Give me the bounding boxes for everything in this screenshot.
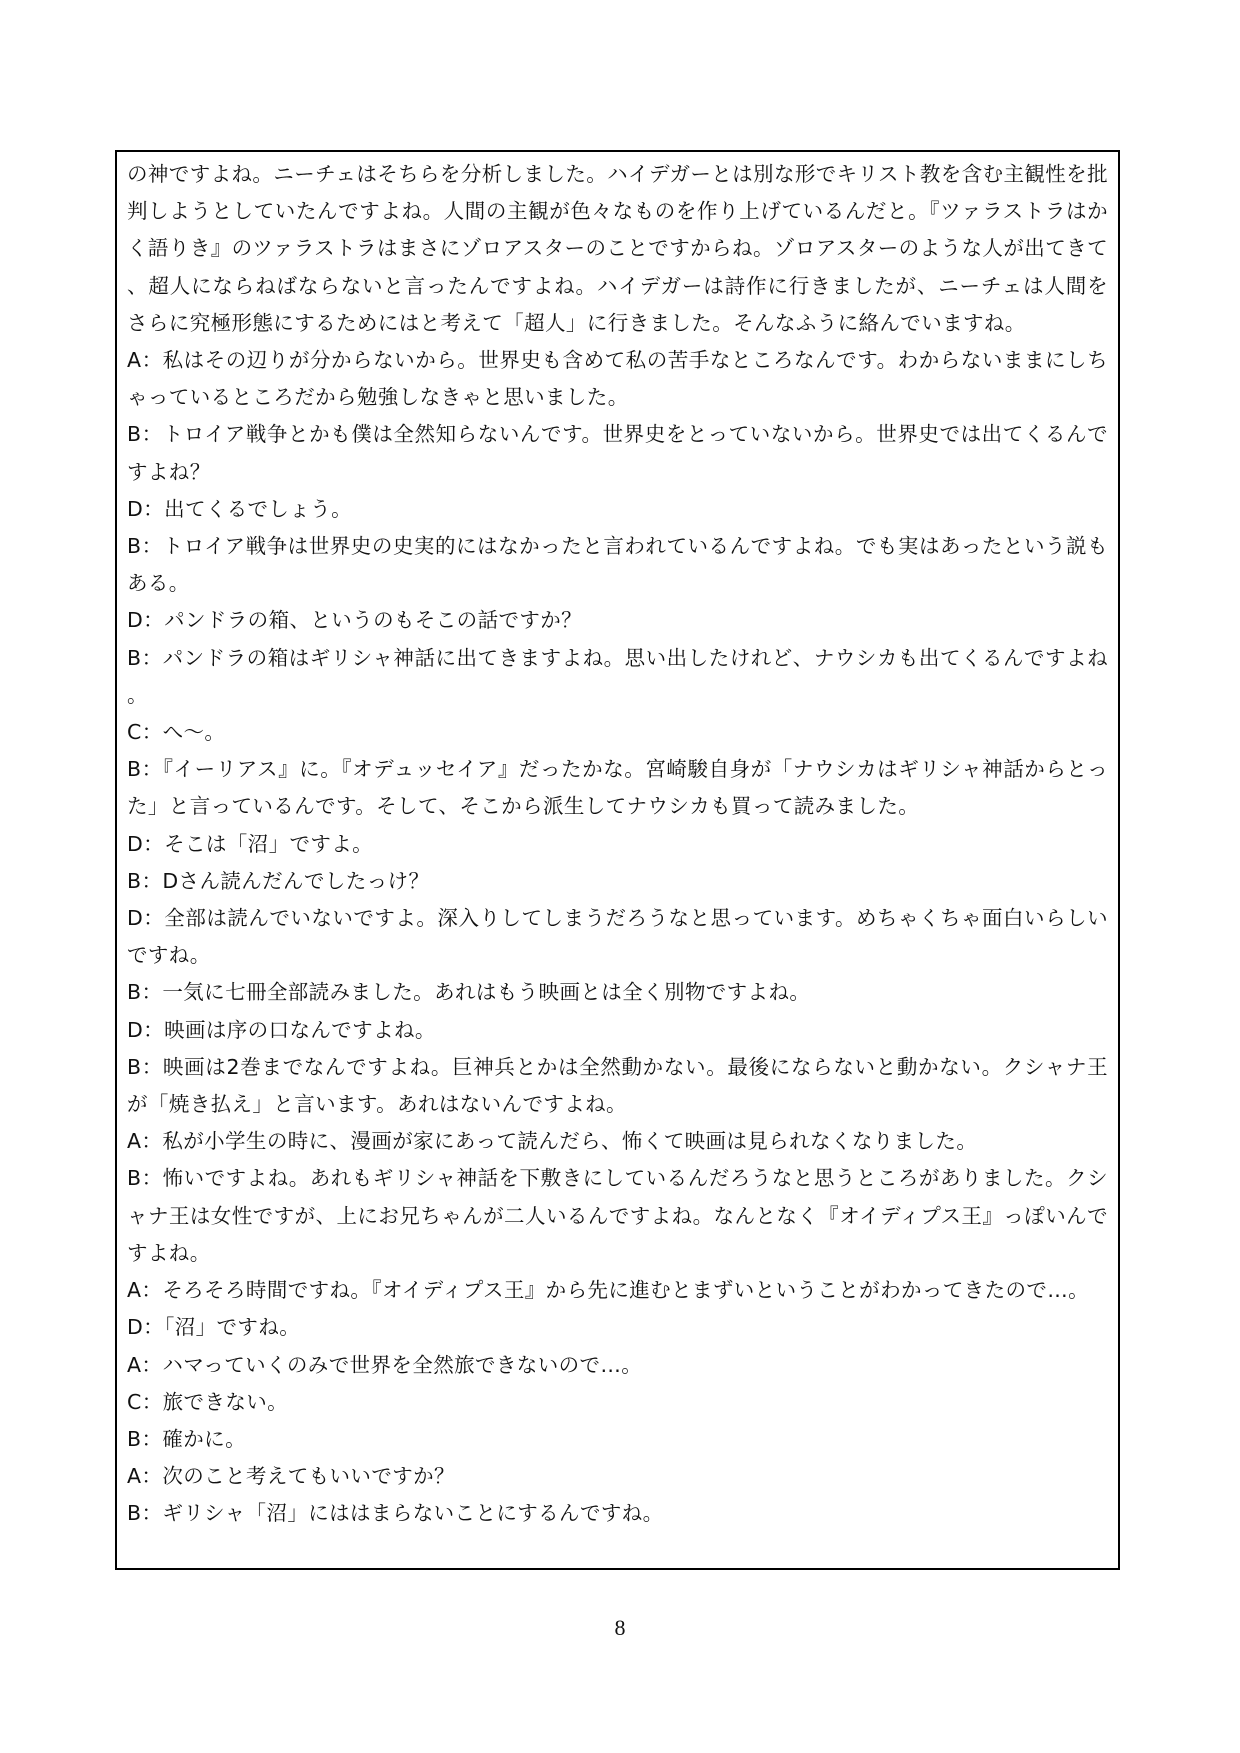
transcript-paragraph: B：『イーリアス』に。『オデュッセイア』だったかな。宮崎駿自身が「ナウシカはギリシャ神話からとった」と言っているんです。そして、そこから派生してナウシカも買って読みました。 <box>127 757 1108 819</box>
transcript-paragraph: B：確かに。 <box>127 1426 246 1451</box>
transcript-paragraph: B：一気に七冊全部読みました。あれはもう映画とは全く別物ですよね。 <box>127 980 811 1005</box>
transcript-paragraph: C：へ～。 <box>127 720 226 745</box>
transcript-paragraph: C：旅できない。 <box>127 1389 289 1414</box>
transcript-paragraph: B：Dさん読んだんでしたっけ？ <box>127 868 430 893</box>
transcript-paragraph: A：そろそろ時間ですね。『オイディプス王』から先に進むとまずいということがわかってきたので…。 <box>127 1278 1090 1303</box>
transcript-paragraph: D：パンドラの箱、というのもそこの話ですか？ <box>127 608 583 633</box>
transcript-paragraph: D：「沼」ですね。 <box>127 1315 301 1340</box>
page-number: 8 <box>614 1615 626 1640</box>
transcript-paragraph: B：ギリシャ「沼」にははまらないことにするんですね。 <box>127 1501 664 1526</box>
transcript-paragraph: の神ですよね。ニーチェはそちらを分析しました。ハイデガーとは別な形でキリスト教を含む主観性を批判しようとしていたんですよね。人間の主観が色々なものを作り上げているんだと。『ツァラストラはかく語りき』のツァラストラはまさにゾロアスターのことですからね。ゾロアスターのような人が出てきて、超人にならねばならないと言ったんですよね。ハイデガーは詩作に行きましたが、ニーチェは人間をさらに究極形態にするためにはと考えて「超人」に行きました。そんなふうに絡んでいますね。 <box>127 162 1108 335</box>
transcript-paragraph: B：怖いですよね。あれもギリシャ神話を下敷きにしているんだろうなと思うところがありました。クシャナ王は女性ですが、上にお兄ちゃんが二人いるんですよね。なんとなく『オイディプス王』っぽいんですよね。 <box>127 1166 1108 1265</box>
transcript-paragraph: B：パンドラの箱はギリシャ神話に出てきますよね。思い出したけれど、ナウシカも出てくるんですよね。 <box>127 645 1108 707</box>
transcript-paragraph: B：トロイア戦争とかも僕は全然知らないんです。世界史をとっていないから。世界史では出てくるんですよね？ <box>127 422 1108 484</box>
transcript-paragraph: D：映画は序の口なんですよね。 <box>127 1017 436 1042</box>
transcript-paragraph: A：私はその辺りが分からないから。世界史も含めて私の苦手なところなんです。わからないままにしちゃっているところだから勉強しなきゃと思いました。 <box>127 348 1108 410</box>
transcript-paragraph: A：ハマっていくのみで世界を全然旅できないので…。 <box>127 1352 643 1377</box>
transcript-paragraph: D：全部は読んでいないですよ。深入りしてしまうだろうなと思っています。めちゃくちゃ面白いらしいですね。 <box>127 906 1108 968</box>
transcript-paragraph: D：そこは「沼」ですよ。 <box>127 831 374 856</box>
transcript-paragraph: B：映画は2巻までなんですよね。巨神兵とかは全然動かない。最後にならないと動かない。クシャナ王が「焼き払え」と言います。あれはないんですよね。 <box>127 1054 1108 1117</box>
transcript-paragraph: A：私が小学生の時に、漫画が家にあって読んだら、怖くて映画は見られなくなりました。 <box>127 1129 978 1154</box>
transcript-paragraph: B：トロイア戦争は世界史の史実的にはなかったと言われているんですよね。でも実はあったという説もある。 <box>127 534 1108 596</box>
transcript-paragraph: D：出てくるでしょう。 <box>127 496 352 521</box>
transcript-paragraph: A：次のこと考えてもいいですか？ <box>127 1464 455 1489</box>
transcript-box <box>115 150 1120 1570</box>
